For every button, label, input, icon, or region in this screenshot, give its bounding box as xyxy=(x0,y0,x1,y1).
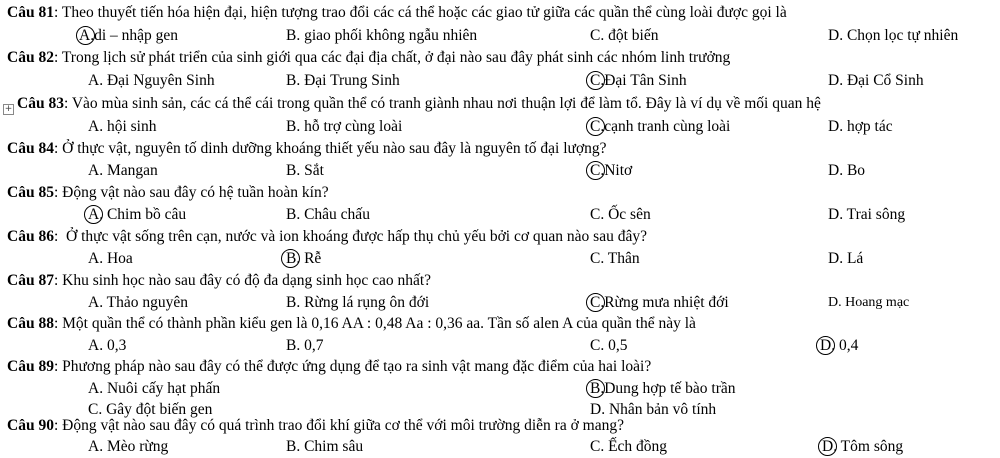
option-a: A. Mangan xyxy=(88,162,158,179)
question-number: Câu 87 xyxy=(7,272,54,289)
option-a: A. Đại Nguyên Sinh xyxy=(88,72,215,89)
option-c: C.Đại Tân Sinh xyxy=(590,72,687,89)
option-a: A. 0,3 xyxy=(88,337,127,354)
question-number: Câu 82 xyxy=(7,49,54,66)
question-stem: Trong lịch sử phát triển của sinh giới qua các đại địa chất, ở đại nào sau đây phát sinh các nhóm linh trưởng xyxy=(61,49,731,66)
option-c: C. Ếch đồng xyxy=(590,438,668,455)
options-81 xyxy=(0,25,1000,47)
option-a: A. Thảo nguyên xyxy=(88,294,189,311)
question-number: Câu 86 xyxy=(7,228,54,245)
question-stem: Khu sinh học nào sau đây có độ đa dạng sinh học cao nhất? xyxy=(62,272,432,289)
option-d: D. hợp tác xyxy=(828,118,893,135)
question-stem: Vào mùa sinh sản, các cá thể cái trong quần thể có tranh giành nhau nơi thuận lợi để làm tổ. Đây là ví dụ về mối quan hệ xyxy=(71,95,821,112)
question-number: Câu 83 xyxy=(17,95,64,112)
option-b: B. 0,7 xyxy=(286,337,324,354)
option-c: C. Ốc sên xyxy=(590,206,651,223)
option-b: B.Dung hợp tế bào trần xyxy=(590,380,736,397)
options-85 xyxy=(0,204,1000,226)
question-81: Câu 81: Theo thuyết tiến hóa hiện đại, hiện tượng trao đổi các cá thể hoặc các giao tử giữa các quần thể cùng loài được gọi là xyxy=(7,4,787,21)
question-stem: Một quần thể có thành phần kiểu gen là 0,16 AA : 0,48 Aa : 0,36 aa. Tần số alen A của quần thể này là xyxy=(62,315,696,332)
options-87 xyxy=(0,292,1000,314)
option-b: B. Rễ xyxy=(286,250,322,267)
option-d: D. Bo xyxy=(828,162,866,179)
option-b: B. Đại Trung Sinh xyxy=(286,72,400,89)
option-d: D. Hoang mạc xyxy=(828,295,910,310)
question-stem: Ở thực vật sống trên cạn, nước và ion khoáng được hấp thụ chủ yếu bởi cơ quan nào sau đây? xyxy=(66,228,647,245)
question-86: Câu 86: Ở thực vật sống trên cạn, nước và ion khoáng được hấp thụ chủ yếu bởi cơ quan nào sau đây? xyxy=(7,228,647,245)
question-84: Câu 84: Ở thực vật, nguyên tố dinh dưỡng khoáng thiết yếu nào sau đây là nguyên tố đại lượng? xyxy=(7,140,607,157)
options-84 xyxy=(0,160,1000,182)
option-d: D. Lá xyxy=(828,250,864,267)
question-stem: Ở thực vật, nguyên tố dinh dưỡng khoáng thiết yếu nào sau đây là nguyên tố đại lượng? xyxy=(62,140,607,157)
question-number: Câu 88 xyxy=(7,315,54,332)
option-c: C. Thân xyxy=(590,250,640,267)
question-85: Câu 85: Động vật nào sau đây có hệ tuần hoàn kín? xyxy=(7,184,329,201)
options-89-row1 xyxy=(0,378,1000,400)
option-b: B. Rừng lá rụng ôn đới xyxy=(286,294,430,311)
question-89: Câu 89: Phương pháp nào sau đây có thể được ứng dụng để tạo ra sinh vật mang đặc điểm của hai loài? xyxy=(7,358,652,375)
option-d: D. Đại Cổ Sinh xyxy=(828,72,924,89)
question-83: Câu 83: Vào mùa sinh sản, các cá thể cái trong quần thể có tranh giành nhau nơi thuận lợi để làm tổ. Đây là ví dụ về mối quan hệ xyxy=(17,95,821,112)
question-stem: Động vật nào sau đây có quá trình trao đổi khí giữa cơ thể với môi trường diễn ra ở mang? xyxy=(62,417,624,434)
option-d: D. Nhân bản vô tính xyxy=(590,401,717,418)
option-a: A. Hoa xyxy=(88,250,133,267)
options-88 xyxy=(0,335,1000,357)
option-a: A. Nuôi cấy hạt phấn xyxy=(88,380,221,397)
question-number: Câu 84 xyxy=(7,140,54,157)
option-b: B. Chim sâu xyxy=(286,438,364,455)
question-number: Câu 89 xyxy=(7,358,54,375)
option-c: C. đột biến xyxy=(590,27,659,44)
option-d: D. Tôm sông xyxy=(822,438,904,455)
option-b: B. Sắt xyxy=(286,162,324,179)
question-90: Câu 90: Động vật nào sau đây có quá trình trao đổi khí giữa cơ thể với môi trường diễn ra ở mang? xyxy=(7,417,624,434)
option-b: B. giao phối không ngẫu nhiên xyxy=(286,27,478,44)
option-a: A.di – nhập gen xyxy=(79,27,179,44)
option-c: C.Nitơ xyxy=(590,162,633,179)
question-number: Câu 90 xyxy=(7,417,54,434)
options-86 xyxy=(0,248,1000,270)
option-c: C.cạnh tranh cùng loài xyxy=(590,118,731,135)
option-c: C.Rừng mưa nhiệt đới xyxy=(590,294,729,311)
question-stem: Theo thuyết tiến hóa hiện đại, hiện tượng trao đổi các cá thể hoặc các giao tử giữa các quần thể cùng loài được gọi là xyxy=(61,4,787,21)
options-90 xyxy=(0,436,1000,458)
option-d: D. Trai sông xyxy=(828,206,906,223)
question-stem: Phương pháp nào sau đây có thể được ứng dụng để tạo ra sinh vật mang đặc điểm của hai loài? xyxy=(62,358,652,375)
options-83 xyxy=(0,116,1000,138)
options-82 xyxy=(0,70,1000,92)
question-stem: Động vật nào sau đây có hệ tuần hoàn kín? xyxy=(62,184,329,201)
option-c: C. 0,5 xyxy=(590,337,628,354)
question-number: Câu 81 xyxy=(7,4,54,21)
option-a: A. hội sinh xyxy=(88,118,157,135)
option-d: D. 0,4 xyxy=(820,337,859,354)
question-87: Câu 87: Khu sinh học nào sau đây có độ đa dạng sinh học cao nhất? xyxy=(7,272,432,289)
question-88: Câu 88: Một quần thể có thành phần kiểu gen là 0,16 AA : 0,48 Aa : 0,36 aa. Tần số alen A của quần thể này là xyxy=(7,315,696,332)
question-number: Câu 85 xyxy=(7,184,54,201)
option-b: B. hỗ trợ cùng loài xyxy=(286,118,403,135)
option-b: B. Châu chấu xyxy=(286,206,370,223)
option-a: A. Chim bồ câu xyxy=(88,206,187,223)
question-82: Câu 82: Trong lịch sử phát triển của sinh giới qua các đại địa chất, ở đại nào sau đây phát sinh các nhóm linh trưởng xyxy=(7,49,731,66)
option-c: C. Gây đột biến gen xyxy=(88,401,213,418)
option-d: D. Chọn lọc tự nhiên xyxy=(828,27,959,44)
option-a: A. Mèo rừng xyxy=(88,438,169,455)
expand-icon[interactable]: + xyxy=(4,104,13,114)
